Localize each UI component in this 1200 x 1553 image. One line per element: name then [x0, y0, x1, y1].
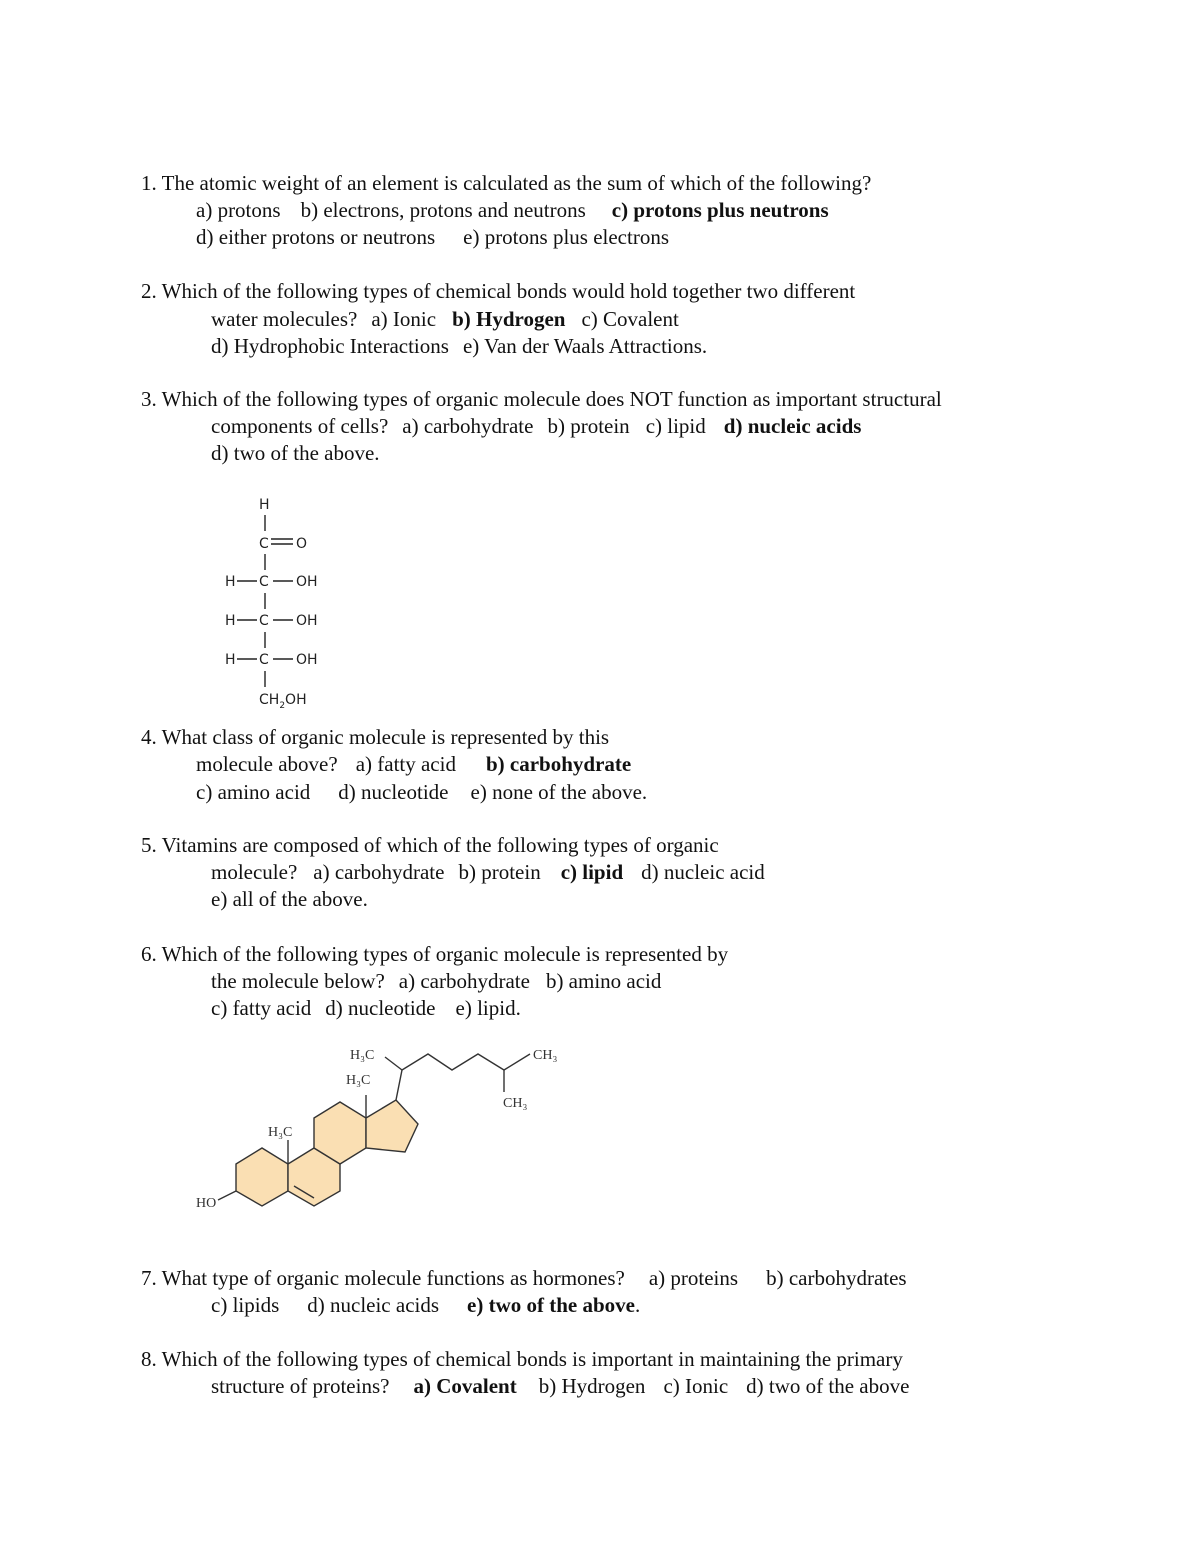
q3-option-e: d) two of the above. [211, 441, 380, 465]
c4-h-label: H [225, 652, 236, 668]
q8-option-b: b) Hydrogen [538, 1374, 646, 1398]
q7-stem: 7. What type of organic molecule functions as hormones? [141, 1266, 625, 1290]
q2-stem-continued: water molecules? [211, 307, 358, 331]
q6-options-row2 [211, 995, 521, 1022]
q5-option-d: d) nucleic acid [641, 860, 765, 884]
carbonyl-o-label: O [296, 536, 308, 552]
c2-h-label: H [225, 574, 236, 590]
q4-options-row2 [196, 779, 647, 806]
c2-oh-label: OH [296, 574, 318, 590]
q4-stem-continued: molecule above? [196, 752, 338, 776]
q1-option-d: d) either protons or neutrons [196, 225, 436, 249]
q6-options-row1 [211, 968, 661, 995]
q2-option-a: a) Ionic [371, 307, 437, 331]
q4-stem: 4. What class of organic molecule is represented by this [141, 725, 610, 749]
q1-options-row2 [196, 224, 669, 251]
aldose-structure-diagram [215, 493, 335, 713]
q5-option-e: e) all of the above. [211, 887, 368, 911]
c4-label: C [259, 652, 269, 668]
q6-option-a: a) carbohydrate [398, 969, 530, 993]
q5-stem: 5. Vitamins are composed of which of the following types of organic [141, 833, 719, 857]
q2-stem: 2. Which of the following types of chemical bonds would hold together two different [141, 279, 856, 303]
aldehyde-h-label: H [259, 497, 270, 513]
q6-stem-continued: the molecule below? [211, 969, 385, 993]
q4-option-d: d) nucleotide [338, 780, 449, 804]
q8-option-a-answer: a) Covalent [413, 1374, 517, 1398]
q1-option-b: b) electrons, protons and neutrons [300, 198, 586, 222]
q7-options-row2 [211, 1292, 640, 1319]
c4-oh-label: OH [296, 652, 318, 668]
q3-stem-continued: components of cells? [211, 414, 389, 438]
q4-option-e: e) none of the above. [470, 780, 648, 804]
q5-option-a: a) carbohydrate [313, 860, 445, 884]
q1-option-c-answer: c) protons plus neutrons [611, 198, 829, 222]
q7-options-row1 [141, 1265, 907, 1292]
q5-stem-continued: molecule? [211, 860, 298, 884]
q6-option-b: b) amino acid [545, 969, 662, 993]
q2-option-b-answer: b) Hydrogen [452, 307, 566, 331]
c2-label: C [259, 574, 269, 590]
q3-options-row1 [211, 413, 861, 440]
terminal-methyl-right-label: CH₃ [533, 1048, 558, 1063]
terminal-methyl-bottom-label: CH₃ [503, 1096, 528, 1111]
q1-options-row1 [196, 197, 829, 224]
q5-option-b: b) protein [458, 860, 541, 884]
q8-stem-continued: structure of proteins? [211, 1374, 390, 1398]
q7-option-e-answer: e) two of the above [467, 1293, 635, 1317]
q3-option-a: a) carbohydrate [402, 414, 534, 438]
q3-option-b: b) protein [547, 414, 630, 438]
q6-option-c: c) fatty acid [211, 996, 312, 1020]
q1-option-e: e) protons plus electrons [463, 225, 669, 249]
ring-a [236, 1148, 288, 1206]
q1-stem: 1. The atomic weight of an element is calculated as the sum of which of the following? [141, 171, 872, 195]
q8-options-row1 [211, 1373, 909, 1400]
q7-option-c: c) lipids [211, 1293, 280, 1317]
ring-d [366, 1100, 418, 1152]
q2-option-d: d) Hydrophobic Interactions [211, 334, 449, 358]
q2-option-e: e) Van der Waals Attractions. [462, 334, 708, 358]
q1-option-a: a) protons [196, 198, 281, 222]
side-chain-methyl-label: H₃C [350, 1048, 375, 1063]
q6-stem: 6. Which of the following types of organic molecule is represented by [141, 942, 729, 966]
c3-oh-label: OH [296, 613, 318, 629]
q7-option-a: a) proteins [648, 1266, 739, 1290]
c1-label: C [259, 536, 269, 552]
q8-option-d: d) two of the above [746, 1374, 910, 1398]
q7-option-d: d) nucleic acids [307, 1293, 440, 1317]
angular-methyl-label: H₃C [346, 1073, 371, 1088]
q3-stem: 3. Which of the following types of organic molecule does NOT function as important structural [141, 387, 942, 411]
cholesterol-structure-diagram [190, 1040, 570, 1220]
q4-options-row1 [196, 751, 631, 778]
c3-h-label: H [225, 613, 236, 629]
q3-option-c: c) lipid [645, 414, 706, 438]
hydroxyl-label: HO [196, 1196, 217, 1211]
q3-option-d-answer: d) nucleic acids [723, 414, 862, 438]
q6-option-e: e) lipid. [455, 996, 521, 1020]
q4-option-b-answer: b) carbohydrate [485, 752, 632, 776]
c3-label: C [259, 613, 269, 629]
q7-option-b: b) carbohydrates [766, 1266, 907, 1290]
q2-option-c: c) Covalent [581, 307, 679, 331]
q2-options-row1 [211, 306, 679, 333]
q4-option-a: a) fatty acid [355, 752, 456, 776]
q8-stem: 8. Which of the following types of chemical bonds is important in maintaining the primary [141, 1347, 903, 1371]
q6-option-d: d) nucleotide [325, 996, 436, 1020]
q7-end-period: . [635, 1293, 641, 1317]
q4-option-c: c) amino acid [196, 780, 311, 804]
q5-options-row1 [211, 859, 765, 886]
q8-option-c: c) Ionic [663, 1374, 729, 1398]
q2-options-row2 [211, 333, 707, 360]
ch2oh-label: $CH_2OH$ [259, 692, 307, 711]
q5-option-c-answer: c) lipid [560, 860, 624, 884]
ring-methyl-label: H₃C [268, 1125, 293, 1140]
